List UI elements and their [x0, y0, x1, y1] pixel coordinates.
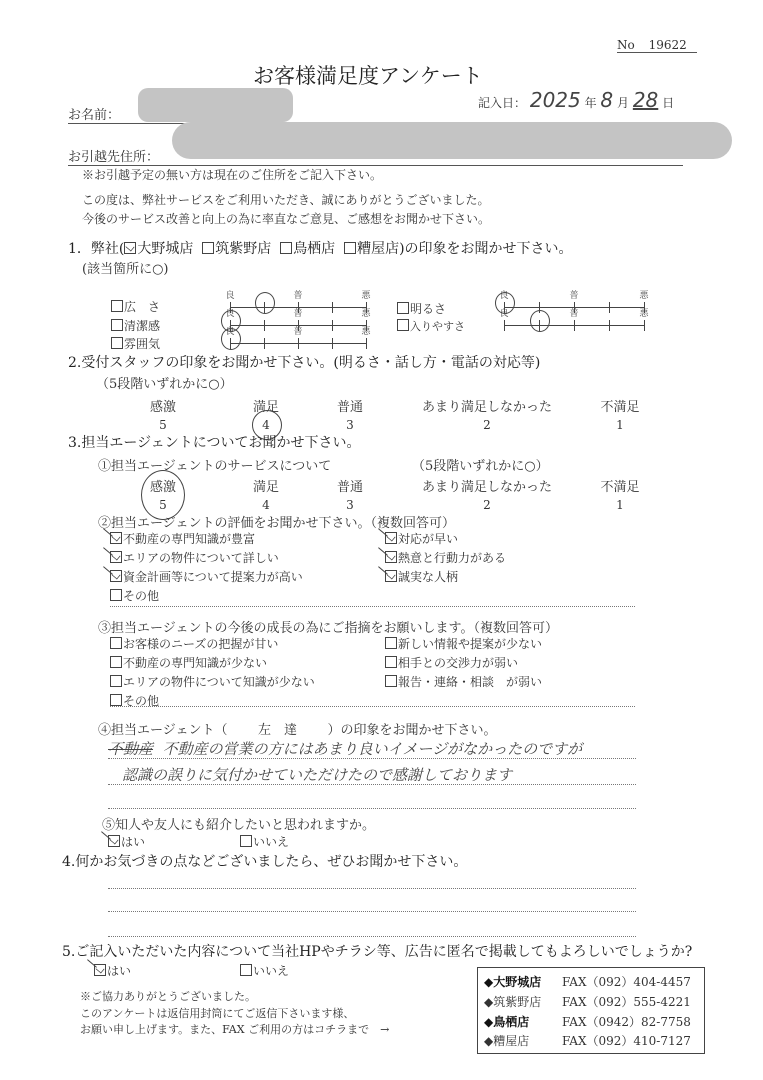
checkbox-item[interactable] [385, 530, 458, 547]
checkbox[interactable] [385, 532, 397, 544]
checkbox[interactable] [385, 551, 397, 563]
store-label-chikushino: 筑紫野店 [215, 241, 272, 257]
q4-line-3[interactable] [108, 936, 636, 937]
q1-suffix: )の印象をお聞かせ下さい。 [399, 241, 573, 257]
q1-sub: (該当箇所に○) [82, 262, 169, 277]
rating-value[interactable]: 5 [159, 418, 167, 432]
page-title: お客様満足度アンケート [253, 64, 483, 88]
rating-label: 普通 [336, 480, 364, 495]
checkbox[interactable] [110, 551, 122, 563]
s4-title-post: ）の印象をお聞かせ下さい。 [327, 723, 497, 738]
entry-date [478, 88, 674, 112]
store-label-kasuya: 糟屋店 [357, 241, 400, 257]
agent-name: 左 達 [257, 723, 297, 738]
q5-no-label: いいえ [253, 964, 290, 978]
checkbox-label: お客様のニーズの把握が甘い [123, 637, 279, 651]
fax-box [477, 967, 705, 1054]
q1-item-accessibility [397, 318, 465, 334]
fax-row [484, 993, 691, 1010]
survey-number [617, 38, 697, 53]
rating-label: 不満足 [600, 480, 640, 495]
selected-circle [530, 310, 550, 332]
s4-struck-text: 不動産 [108, 740, 154, 758]
q1-item-label: 入りやすさ [410, 320, 465, 333]
store-label-onojo: 大野城店 [137, 241, 194, 257]
fax-row [484, 1032, 691, 1049]
q2-title: 2.受付スタッフの印象をお聞かせ下さい。(明るさ・話し方・電話の対応等) [68, 355, 541, 371]
rating-value[interactable]: 4 [262, 418, 270, 432]
store-checkbox-onojo[interactable] [124, 242, 136, 254]
q5-no[interactable] [240, 962, 289, 979]
q1-title [68, 238, 573, 258]
checkbox[interactable] [110, 532, 122, 544]
s4-line-1 [108, 758, 636, 759]
checkbox-item[interactable] [110, 587, 159, 604]
name-field-redacted[interactable] [138, 88, 293, 122]
checkbox[interactable] [385, 637, 397, 649]
scale-tick[interactable] [264, 338, 265, 349]
scale-tick[interactable] [298, 338, 299, 349]
q3-title: 3.担当エージェントについてお聞かせ下さい。 [68, 435, 361, 451]
q4-title: 4.何かお気づきの点などございましたら、ぜひお聞かせ下さい。 [62, 854, 468, 870]
checkbox[interactable] [385, 656, 397, 668]
rating-value[interactable]: 1 [616, 418, 624, 432]
q5-no-checkbox[interactable] [240, 964, 252, 976]
q5-yes-label: はい [107, 964, 132, 978]
checkbox-label: エリアの物件について詳しい [123, 551, 279, 565]
checkbox-label: エリアの物件について知識が少ない [123, 675, 315, 689]
q3-s5-title: ⑤知人や友人にも紹介したいと思われますか。 [102, 818, 376, 833]
q1-item-label: 広 さ [124, 300, 161, 314]
checkbox-item[interactable] [110, 654, 267, 671]
rating-value[interactable]: 4 [262, 498, 270, 512]
s4-line-3 [108, 808, 636, 809]
rating-label: 満足 [252, 480, 280, 495]
fax-row [484, 1013, 691, 1030]
q5-title: 5.ご記入いただいた内容について当社HPやチラシ等、広告に匿名で掲載してもよろしいでしょうか? [62, 944, 693, 960]
q1-item-checkbox[interactable] [397, 302, 409, 314]
q3-s2-title: ②担当エージェントの評価をお聞かせ下さい。（複数回答可） [98, 516, 455, 531]
fax-row [484, 973, 691, 990]
rating-value[interactable]: 1 [616, 498, 624, 512]
rating-value[interactable]: 3 [346, 418, 354, 432]
q3-s4-title [98, 719, 497, 738]
selected-circle [255, 292, 275, 314]
rating-value[interactable]: 5 [159, 498, 167, 512]
q3-s3-title: ③担当エージェントの今後の成長の為にご指摘をお願いします。（複数回答可） [98, 621, 558, 636]
intro-line-1: この度は、弊社サービスをご利用いただき、誠にありがとうございました。 [82, 193, 490, 207]
s4-answer-line-2[interactable]: 認識の誤りに気付かせていただけたので感謝しております [122, 766, 513, 784]
fax-number: FAX（0942）82-7758 [562, 1015, 691, 1029]
footer-line-2: このアンケートは返信用封筒にてご返信下さいます様、 [80, 1007, 355, 1020]
checkbox-label: 報告・連絡・相談 が弱い [398, 675, 543, 689]
address-note: ※お引越予定の無い方は現在のご住所をご記入下さい。 [82, 168, 383, 182]
scale-label: 悪 [639, 291, 649, 301]
rating-label: 感激 [149, 400, 177, 415]
scale-label: 良 [225, 309, 235, 319]
scale-label: 良 [499, 309, 509, 319]
checkbox-label: 熱意と行動力がある [398, 551, 507, 565]
s5-no[interactable] [240, 833, 289, 850]
q1-item-atmosphere [111, 335, 160, 352]
store-label-tosu: 鳥栖店 [293, 241, 336, 257]
fax-number: FAX（092）410-7127 [562, 1034, 691, 1048]
scale-label: 良 [225, 291, 235, 301]
q3-s1-title: ①担当エージェントのサービスについて [98, 459, 332, 474]
checkbox-item[interactable] [110, 549, 279, 566]
checkbox-label: 対応が早い [398, 532, 459, 546]
q2-sub: （5段階いずれかに○） [96, 377, 233, 392]
fax-number: FAX（092）404-4457 [562, 975, 691, 989]
rating-label: 普通 [336, 400, 364, 415]
checkbox-item[interactable] [385, 654, 518, 671]
checkbox-item[interactable] [110, 530, 255, 547]
q1-item-checkbox[interactable] [397, 319, 409, 331]
s4-answer-text-1: 不動産の営業の方にはあまり良いイメージがなかったのですが [162, 740, 583, 758]
number-label: No [617, 38, 635, 52]
q1-item-brightness [397, 300, 446, 317]
checkbox-label: 相手との交渉力が弱い [398, 656, 519, 670]
address-field-redacted[interactable] [172, 122, 732, 159]
year-unit: 年 [584, 96, 597, 110]
scale-tick[interactable] [332, 302, 333, 313]
date-year[interactable]: 2025 [529, 88, 581, 112]
q4-line-1[interactable] [108, 888, 636, 889]
s5-no-checkbox[interactable] [240, 835, 252, 847]
date-day[interactable]: 28 [632, 88, 659, 112]
q3-s1-sub: （5段階いずれかに○） [412, 459, 549, 474]
fax-shop: ◆筑紫野店 [484, 995, 542, 1009]
selected-circle [221, 328, 241, 350]
q1-prefix: 1．弊社( [68, 241, 125, 257]
scale-tick[interactable] [609, 302, 610, 313]
scale-label: 良 [499, 291, 509, 301]
checkbox-label: 不動産の専門知識が少ない [123, 656, 268, 670]
footer-line-3: お願い申し上げます。また、FAX ご利用の方はコチラまで → [80, 1023, 390, 1036]
q1-item-cleanliness [111, 317, 160, 334]
s5-no-label: いいえ [253, 835, 290, 849]
scale-label: 普 [293, 291, 303, 301]
scale-tick[interactable] [332, 320, 333, 331]
scale-label: 悪 [361, 327, 371, 337]
s3-other-line[interactable] [110, 706, 635, 707]
rating-label: 満足 [252, 400, 280, 415]
rating-label: あまり満足しなかった [421, 400, 553, 415]
intro-line-2: 今後のサービス改善と向上の為に率直なご意見、ご感想をお聞かせ下さい。 [82, 212, 491, 226]
q1-item-size [111, 298, 160, 315]
address-field-label: お引越先住所： [68, 146, 683, 166]
checkbox-label: 資金計画等について提案力が高い [123, 570, 303, 584]
checkbox-label: その他 [123, 589, 160, 603]
q1-item-checkbox[interactable] [111, 337, 123, 349]
scale-tick[interactable] [366, 338, 367, 349]
scale-tick[interactable] [574, 320, 575, 331]
s5-yes[interactable] [108, 833, 145, 850]
checkbox-item[interactable] [385, 549, 506, 566]
date-month[interactable]: 8 [600, 88, 614, 112]
rating-label: 不満足 [600, 400, 640, 415]
checkbox[interactable] [110, 589, 122, 601]
scale-label: 普 [293, 309, 303, 319]
s4-answer-line-1[interactable] [108, 738, 582, 759]
date-label: 記入日： [478, 96, 527, 110]
number-value: 19622 [648, 38, 687, 52]
s5-yes-checkbox[interactable] [108, 835, 120, 847]
q1-item-label: 雰囲気 [124, 337, 161, 351]
scale-label: 普 [293, 327, 303, 337]
checkbox[interactable] [110, 694, 122, 706]
scale-label: 悪 [361, 309, 371, 319]
scale-tick[interactable] [644, 320, 645, 331]
checkbox-label: その他 [123, 694, 160, 708]
fax-number: FAX（092）555-4221 [562, 995, 691, 1009]
scale-tick[interactable] [504, 320, 505, 331]
s4-title-pre: ④担当エージェント（ [98, 723, 228, 738]
s2-other-line[interactable] [110, 606, 635, 607]
checkbox-item[interactable] [110, 568, 303, 585]
checkbox[interactable] [110, 675, 122, 687]
q1-item-label: 清潔感 [124, 319, 161, 333]
checkbox-label: 誠実な人柄 [398, 570, 459, 584]
month-unit: 月 [616, 96, 629, 110]
fax-shop: ◆大野城店 [484, 975, 542, 989]
s5-yes-label: はい [121, 835, 146, 849]
q4-line-2[interactable] [108, 911, 636, 912]
scale-tick[interactable] [332, 338, 333, 349]
fax-shop: ◆鳥栖店 [484, 1015, 530, 1029]
checkbox-item[interactable] [385, 673, 542, 690]
scale-tick[interactable] [609, 320, 610, 331]
checkbox[interactable] [385, 675, 397, 687]
store-checkbox-kasuya[interactable] [344, 242, 356, 254]
q1-scale[interactable] [499, 309, 649, 326]
q1-scale[interactable] [225, 327, 371, 344]
checkbox[interactable] [110, 656, 122, 668]
day-unit: 日 [662, 96, 675, 110]
scale-label: 良 [225, 327, 235, 337]
checkbox-item[interactable] [110, 635, 278, 652]
s4-line-2 [108, 784, 636, 785]
rating-value[interactable]: 2 [483, 418, 491, 432]
footer-line-1: ※ご協力ありがとうございました。 [80, 990, 256, 1003]
q1-item-label: 明るさ [410, 302, 447, 316]
rating-label: あまり満足しなかった [421, 480, 553, 495]
q1-item-checkbox[interactable] [111, 319, 123, 331]
scale-label: 普 [569, 309, 579, 319]
checkbox-label: 新しい情報や提案が少ない [398, 637, 543, 651]
checkbox[interactable] [110, 570, 122, 582]
checkbox-item[interactable] [385, 568, 458, 585]
checkbox-item[interactable] [385, 635, 542, 652]
scale-label: 悪 [361, 291, 371, 301]
rating-value[interactable]: 2 [483, 498, 491, 512]
fax-shop: ◆糟屋店 [484, 1034, 530, 1048]
store-checkbox-tosu[interactable] [280, 242, 292, 254]
q1-item-checkbox[interactable] [111, 300, 123, 312]
scale-tick[interactable] [264, 320, 265, 331]
q5-yes[interactable] [94, 962, 131, 979]
store-checkbox-chikushino[interactable] [202, 242, 214, 254]
checkbox[interactable] [110, 637, 122, 649]
checkbox[interactable] [385, 570, 397, 582]
rating-label: 感激 [149, 480, 177, 495]
checkbox-label: 不動産の専門知識が豊富 [123, 532, 256, 546]
name-field-label: お名前： [68, 104, 368, 124]
scale-label: 悪 [639, 309, 649, 319]
checkbox-item[interactable] [110, 673, 315, 690]
scale-label: 普 [569, 291, 579, 301]
rating-value[interactable]: 3 [346, 498, 354, 512]
